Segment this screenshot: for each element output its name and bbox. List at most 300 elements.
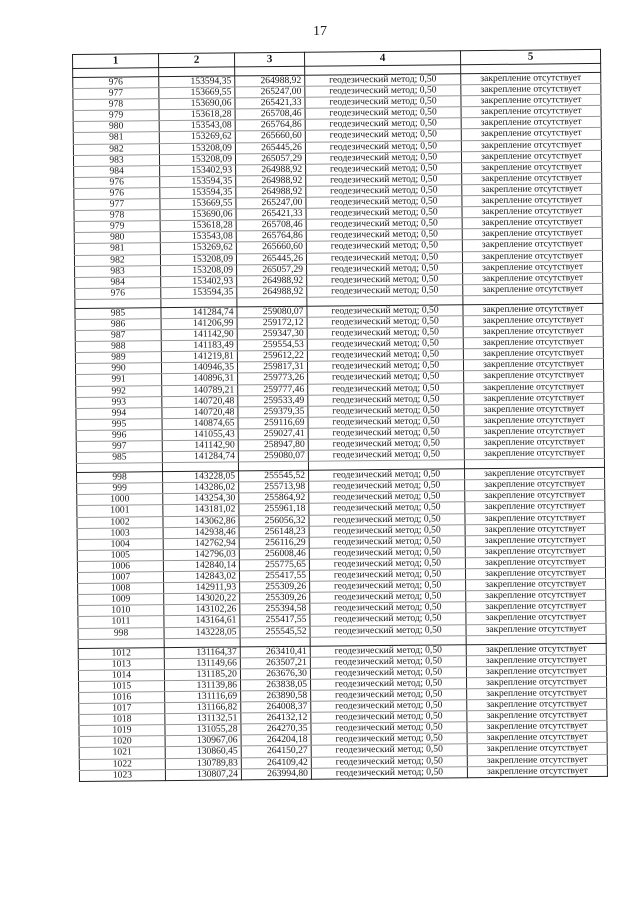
x-coordinate-cell: 140720,48 — [162, 396, 238, 408]
y-coordinate-cell: 259080,07 — [237, 306, 307, 318]
fixing-description-cell: закрепление отсутствует — [463, 359, 603, 371]
x-coordinate-cell: 131185,20 — [164, 669, 240, 681]
fixing-description-cell: закрепление отсутствует — [462, 250, 602, 262]
method-accuracy-cell: геодезический метод; 0,50 — [308, 393, 464, 406]
fixing-description-cell: закрепление отсутствует — [465, 567, 605, 579]
x-coordinate-cell: 143286,02 — [163, 482, 239, 494]
point-number-cell: 1019 — [79, 725, 165, 737]
y-coordinate-cell: 264988,92 — [235, 75, 305, 87]
fixing-description-cell: закрепление отсутствует — [465, 523, 605, 535]
y-coordinate-cell: 255864,92 — [239, 493, 309, 505]
y-coordinate-cell: 255713,98 — [239, 482, 309, 494]
method-accuracy-cell: геодезический метод; 0,50 — [311, 755, 467, 768]
x-coordinate-cell: 153669,55 — [159, 87, 235, 99]
y-coordinate-cell: 255309,26 — [240, 581, 310, 593]
method-accuracy-cell: геодезический метод; 0,50 — [309, 535, 465, 548]
x-coordinate-cell: 140789,21 — [162, 384, 238, 396]
x-coordinate-cell: 153690,06 — [160, 209, 236, 221]
point-number-cell: 1003 — [77, 527, 163, 539]
point-number-cell: 1007 — [77, 572, 163, 584]
point-number-cell: 976 — [74, 188, 160, 200]
fixing-description-cell: закрепление отсутствует — [465, 556, 605, 568]
fixing-description-cell: закрепление отсутствует — [462, 161, 602, 173]
x-coordinate-cell: 153208,09 — [160, 253, 236, 265]
x-coordinate-cell: 140896,31 — [162, 373, 238, 385]
fixing-description-cell: закрепление отсутствует — [464, 392, 604, 404]
fixing-description-cell: закрепление отсутствует — [464, 414, 604, 426]
x-coordinate-cell: 153208,09 — [159, 142, 235, 154]
fixing-description-cell: закрепление отсутствует — [463, 348, 603, 360]
x-coordinate-cell: 153618,28 — [159, 109, 235, 121]
point-number-cell: 1015 — [79, 681, 165, 693]
point-number-cell: 1012 — [78, 647, 164, 659]
point-number-cell: 1023 — [79, 769, 165, 781]
x-coordinate-cell: 141055,43 — [162, 429, 238, 441]
point-number-cell: 978 — [74, 210, 160, 222]
method-accuracy-cell: геодезический метод; 0,50 — [309, 480, 465, 493]
x-coordinate-cell: 141284,74 — [162, 451, 238, 463]
point-number-cell: 993 — [76, 396, 162, 408]
fixing-description-cell: закрепление отсутствует — [464, 425, 604, 437]
x-coordinate-cell: 142911,93 — [164, 582, 240, 594]
point-number-cell: 995 — [76, 418, 162, 430]
method-accuracy-cell: геодезический метод; 0,50 — [307, 360, 463, 373]
point-number-cell: 984 — [75, 276, 161, 288]
method-accuracy-cell: геодезический метод; 0,50 — [309, 524, 465, 537]
y-coordinate-cell: 265247,00 — [236, 197, 306, 209]
x-coordinate-cell: 143181,02 — [163, 504, 239, 516]
method-accuracy-cell: геодезический метод; 0,50 — [306, 185, 462, 198]
method-accuracy-cell: геодезический метод; 0,50 — [311, 711, 467, 724]
point-number-cell: 999 — [77, 483, 163, 495]
fixing-description-cell: закрепление отсутствует — [466, 590, 606, 602]
fixing-description-cell: закрепление отсутствует — [464, 370, 604, 382]
x-coordinate-cell: 153543,08 — [160, 231, 236, 243]
method-accuracy-cell: геодезический метод; 0,50 — [307, 285, 463, 298]
y-coordinate-cell: 259533,49 — [238, 395, 308, 407]
y-coordinate-cell: 264109,42 — [241, 757, 311, 769]
coordinates-table-container — [72, 49, 607, 782]
x-coordinate-cell: 153690,06 — [159, 98, 235, 110]
x-coordinate-cell: 141206,99 — [161, 318, 237, 330]
fixing-description-cell: закрепление отсутствует — [466, 665, 606, 677]
point-number-cell: 998 — [78, 627, 164, 639]
fixing-description-cell: закрепление отсутствует — [466, 601, 606, 613]
x-coordinate-cell: 142938,46 — [163, 527, 239, 539]
fixing-description-cell: закрепление отсутствует — [462, 239, 602, 251]
fixing-description-cell: закрепление отсутствует — [462, 206, 602, 218]
x-coordinate-cell: 153594,35 — [161, 287, 237, 299]
y-coordinate-cell: 259612,22 — [237, 351, 307, 363]
method-accuracy-cell: геодезический метод; 0,50 — [305, 74, 461, 87]
y-coordinate-cell: 259347,30 — [237, 328, 307, 340]
method-accuracy-cell: геодезический метод; 0,50 — [311, 766, 467, 779]
fixing-description-cell: закрепление отсутствует — [461, 117, 601, 129]
point-number-cell: 1021 — [79, 747, 165, 759]
method-accuracy-cell: геодезический метод; 0,50 — [311, 744, 467, 757]
fixing-description-cell: закрепление отсутствует — [465, 512, 605, 524]
fixing-description-cell: закрепление отсутствует — [463, 337, 603, 349]
y-coordinate-cell: 264132,12 — [241, 712, 311, 724]
point-number-cell: 985 — [76, 452, 162, 464]
method-accuracy-cell: геодезический метод; 0,50 — [307, 338, 463, 351]
method-accuracy-cell: геодезический метод; 0,50 — [309, 547, 465, 560]
point-number-cell: 976 — [75, 287, 161, 299]
y-coordinate-cell: 258947,80 — [238, 439, 308, 451]
y-coordinate-cell: 263507,21 — [240, 657, 310, 669]
y-coordinate-cell: 259554,53 — [237, 339, 307, 351]
x-coordinate-cell: 142840,14 — [163, 560, 239, 572]
x-coordinate-cell: 153208,09 — [159, 154, 235, 166]
y-coordinate-cell: 255417,55 — [240, 615, 310, 627]
fixing-description-cell: закрепление отсутствует — [466, 579, 606, 591]
y-coordinate-cell: 263890,58 — [241, 690, 311, 702]
x-coordinate-cell: 153594,35 — [160, 176, 236, 188]
fixing-description-cell: закрепление отсутствует — [461, 128, 601, 140]
x-coordinate-cell: 153669,55 — [160, 198, 236, 210]
y-coordinate-cell: 264988,92 — [236, 175, 306, 187]
method-accuracy-cell: геодезический метод; 0,50 — [308, 438, 464, 451]
x-coordinate-cell: 143228,05 — [164, 626, 240, 638]
point-number-cell: 1001 — [77, 505, 163, 517]
method-accuracy-cell: геодезический метод; 0,50 — [309, 513, 465, 526]
x-coordinate-cell: 131139,86 — [165, 680, 241, 692]
y-coordinate-cell: 259773,26 — [238, 373, 308, 385]
point-number-cell: 1010 — [78, 605, 164, 617]
method-accuracy-cell: геодезический метод; 0,50 — [310, 644, 466, 657]
method-accuracy-cell: геодезический метод; 0,50 — [310, 580, 466, 593]
method-accuracy-cell: геодезический метод; 0,50 — [308, 416, 464, 429]
fixing-description-cell: закрепление отсутствует — [465, 545, 605, 557]
y-coordinate-cell: 256148,23 — [239, 526, 309, 538]
fixing-description-cell: закрепление отсутствует — [467, 687, 607, 699]
point-number-cell: 977 — [74, 199, 160, 211]
point-number-cell: 986 — [75, 319, 161, 331]
point-number-cell: 979 — [73, 110, 159, 122]
fixing-description-cell: закрепление отсутствует — [467, 732, 607, 744]
point-number-cell: 983 — [73, 154, 159, 166]
fixing-description-cell: закрепление отсутствует — [461, 150, 601, 162]
y-coordinate-cell: 255309,26 — [240, 592, 310, 604]
point-number-cell: 1020 — [79, 736, 165, 748]
x-coordinate-cell: 153543,08 — [159, 120, 235, 132]
point-number-cell: 1016 — [79, 692, 165, 704]
y-coordinate-cell: 265660,60 — [236, 242, 306, 254]
y-coordinate-cell: 259080,07 — [238, 450, 308, 462]
y-coordinate-cell: 255775,65 — [239, 559, 309, 571]
method-accuracy-cell: геодезический метод; 0,50 — [308, 382, 464, 395]
x-coordinate-cell: 140874,65 — [162, 418, 238, 430]
y-coordinate-cell: 263410,41 — [240, 646, 310, 658]
point-number-cell: 994 — [76, 407, 162, 419]
header-col-5: 5 — [460, 49, 600, 64]
fixing-description-cell: закрепление отсутствует — [466, 654, 606, 666]
method-accuracy-cell: геодезический метод; 0,50 — [306, 196, 462, 209]
method-accuracy-cell: геодезический метод; 0,50 — [309, 491, 465, 504]
x-coordinate-cell: 142843,02 — [163, 571, 239, 583]
point-number-cell: 976 — [74, 177, 160, 189]
point-number-cell: 984 — [74, 165, 160, 177]
fixing-description-cell: закрепление отсутствует — [462, 172, 602, 184]
method-accuracy-cell: геодезический метод; 0,50 — [310, 624, 466, 637]
y-coordinate-cell: 264988,92 — [237, 286, 307, 298]
coordinates-table — [72, 49, 608, 782]
y-coordinate-cell: 265421,33 — [235, 97, 305, 109]
point-number-cell: 991 — [76, 374, 162, 386]
point-number-cell: 977 — [73, 88, 159, 100]
method-accuracy-cell: геодезический метод; 0,50 — [305, 107, 461, 120]
point-number-cell: 1011 — [78, 616, 164, 628]
header-col-1: 1 — [73, 54, 159, 69]
x-coordinate-cell: 143062,86 — [163, 515, 239, 527]
method-accuracy-cell: геодезический метод; 0,50 — [311, 689, 467, 702]
fixing-description-cell: закрепление отсутствует — [461, 139, 601, 151]
point-number-cell: 976 — [73, 77, 159, 89]
fixing-description-cell: закрепление отсутствует — [466, 643, 606, 655]
y-coordinate-cell: 255545,52 — [240, 626, 310, 638]
header-col-4: 4 — [304, 51, 460, 66]
x-coordinate-cell: 131116,69 — [165, 691, 241, 703]
method-accuracy-cell: геодезический метод; 0,50 — [307, 273, 463, 286]
x-coordinate-cell: 153594,35 — [160, 187, 236, 199]
method-accuracy-cell: геодезический метод; 0,50 — [310, 591, 466, 604]
x-coordinate-cell: 142796,03 — [163, 549, 239, 561]
method-accuracy-cell: геодезический метод; 0,50 — [305, 96, 461, 109]
point-number-cell: 1017 — [79, 703, 165, 715]
method-accuracy-cell: геодезический метод; 0,50 — [309, 558, 465, 571]
point-number-cell: 1018 — [79, 714, 165, 726]
fixing-description-cell: закрепление отсутствует — [465, 479, 605, 491]
x-coordinate-cell: 140946,35 — [161, 362, 237, 374]
point-number-cell: 983 — [75, 265, 161, 277]
y-coordinate-cell: 265445,26 — [235, 142, 305, 154]
point-number-cell: 980 — [73, 121, 159, 133]
fixing-description-cell: закрепление отсутствует — [467, 698, 607, 710]
fixing-description-cell: закрепление отсутствует — [462, 183, 602, 195]
fixing-description-cell: закрепление отсутствует — [461, 72, 601, 84]
y-coordinate-cell: 265764,86 — [235, 120, 305, 132]
y-coordinate-cell: 265708,46 — [236, 219, 306, 231]
fixing-description-cell: закрепление отсутствует — [467, 743, 607, 755]
point-number-cell: 1002 — [77, 516, 163, 528]
method-accuracy-cell: геодезический метод; 0,50 — [311, 678, 467, 691]
fixing-description-cell: закрепление отсутствует — [465, 501, 605, 513]
point-number-cell: 1006 — [77, 561, 163, 573]
x-coordinate-cell: 153618,28 — [160, 220, 236, 232]
y-coordinate-cell: 259027,41 — [238, 428, 308, 440]
fixing-description-cell: закрепление отсутствует — [465, 468, 605, 480]
x-coordinate-cell: 153594,35 — [159, 76, 235, 88]
method-accuracy-cell: геодезический метод; 0,50 — [305, 118, 461, 131]
method-accuracy-cell: геодезический метод; 0,50 — [309, 469, 465, 482]
point-number-cell: 981 — [73, 132, 159, 144]
y-coordinate-cell: 265445,26 — [236, 253, 306, 265]
fixing-description-cell: закрепление отсутствует — [461, 106, 601, 118]
point-number-cell: 1009 — [78, 594, 164, 606]
x-coordinate-cell: 131164,37 — [164, 647, 240, 659]
point-number-cell: 987 — [75, 330, 161, 342]
y-coordinate-cell: 264988,92 — [236, 164, 306, 176]
method-accuracy-cell: геодезический метод; 0,50 — [311, 733, 467, 746]
point-number-cell: 997 — [76, 441, 162, 453]
x-coordinate-cell: 141142,90 — [161, 329, 237, 341]
method-accuracy-cell: геодезический метод; 0,50 — [306, 240, 462, 253]
fixing-description-cell: закрепление отсутствует — [467, 710, 607, 722]
method-accuracy-cell: геодезический метод; 0,50 — [311, 700, 467, 713]
x-coordinate-cell: 131149,66 — [164, 658, 240, 670]
fixing-description-cell: закрепление отсутствует — [464, 436, 604, 448]
point-number-cell: 1004 — [77, 538, 163, 550]
method-accuracy-cell: геодезический метод; 0,50 — [311, 722, 467, 735]
y-coordinate-cell: 256008,46 — [239, 548, 309, 560]
point-number-cell: 998 — [77, 472, 163, 484]
x-coordinate-cell: 130860,45 — [165, 746, 241, 758]
table-body — [73, 63, 608, 781]
fixing-description-cell: закрепление отсутствует — [463, 283, 603, 295]
fixing-description-cell: закрепление отсутствует — [463, 272, 603, 284]
method-accuracy-cell: геодезический метод; 0,50 — [307, 316, 463, 329]
fixing-description-cell: закрепление отсутствует — [464, 403, 604, 415]
y-coordinate-cell: 265708,46 — [235, 109, 305, 121]
fixing-description-cell: закрепление отсутствует — [461, 84, 601, 96]
fixing-description-cell: закрепление отсутствует — [467, 721, 607, 733]
point-number-cell: 979 — [74, 221, 160, 233]
point-number-cell: 980 — [74, 232, 160, 244]
y-coordinate-cell: 255961,18 — [239, 504, 309, 516]
method-accuracy-cell: геодезический метод; 0,50 — [310, 655, 466, 668]
x-coordinate-cell: 131166,82 — [165, 702, 241, 714]
method-accuracy-cell: геодезический метод; 0,50 — [305, 151, 461, 164]
header-col-2: 2 — [159, 53, 235, 68]
method-accuracy-cell: геодезический метод; 0,50 — [308, 427, 464, 440]
x-coordinate-cell: 130789,83 — [165, 757, 241, 769]
y-coordinate-cell: 264204,18 — [241, 735, 311, 747]
point-number-cell: 988 — [75, 341, 161, 353]
method-accuracy-cell: геодезический метод; 0,50 — [308, 371, 464, 384]
method-accuracy-cell: геодезический метод; 0,50 — [306, 218, 462, 231]
y-coordinate-cell: 255545,52 — [239, 470, 309, 482]
x-coordinate-cell: 142762,94 — [163, 538, 239, 550]
fixing-description-cell: закрепление отсутствует — [465, 534, 605, 546]
point-number-cell: 996 — [76, 430, 162, 442]
point-number-cell: 1005 — [77, 549, 163, 561]
y-coordinate-cell: 265247,00 — [235, 86, 305, 98]
point-number-cell: 1000 — [77, 494, 163, 506]
method-accuracy-cell: геодезический метод; 0,50 — [305, 140, 461, 153]
fixing-description-cell: закрепление отсутствует — [462, 228, 602, 240]
fixing-description-cell: закрепление отсутствует — [462, 217, 602, 229]
y-coordinate-cell: 265057,29 — [235, 153, 305, 165]
x-coordinate-cell: 153402,93 — [160, 165, 236, 177]
method-accuracy-cell: геодезический метод; 0,50 — [310, 667, 466, 680]
method-accuracy-cell: геодезический метод; 0,50 — [306, 207, 462, 220]
y-coordinate-cell: 264008,37 — [241, 701, 311, 713]
point-number-cell: 982 — [73, 143, 159, 155]
y-coordinate-cell: 263838,05 — [241, 679, 311, 691]
point-number-cell: 982 — [74, 254, 160, 266]
fixing-description-cell: закрепление отсутствует — [463, 314, 603, 326]
fixing-description-cell: закрепление отсутствует — [466, 623, 606, 635]
method-accuracy-cell: геодезический метод; 0,50 — [309, 569, 465, 582]
x-coordinate-cell: 130807,24 — [165, 769, 241, 781]
fixing-description-cell: закрепление отсутствует — [467, 765, 607, 777]
method-accuracy-cell: геодезический метод; 0,50 — [306, 163, 462, 176]
y-coordinate-cell: 264150,27 — [241, 746, 311, 758]
x-coordinate-cell: 143164,61 — [164, 615, 240, 627]
y-coordinate-cell: 259379,35 — [238, 406, 308, 418]
point-number-cell: 1014 — [78, 669, 164, 681]
method-accuracy-cell: геодезический метод; 0,50 — [310, 602, 466, 615]
y-coordinate-cell: 256056,32 — [239, 515, 309, 527]
fixing-description-cell: закрепление отсутствует — [461, 95, 601, 107]
fixing-description-cell: закрепление отсутствует — [467, 754, 607, 766]
fixing-description-cell: закрепление отсутствует — [462, 194, 602, 206]
method-accuracy-cell: геодезический метод; 0,50 — [305, 129, 461, 142]
point-number-cell: 989 — [75, 352, 161, 364]
fixing-description-cell: закрепление отсутствует — [465, 490, 605, 502]
x-coordinate-cell: 141142,90 — [162, 440, 238, 452]
y-coordinate-cell: 263994,80 — [241, 768, 311, 780]
method-accuracy-cell: геодезический метод; 0,50 — [305, 85, 461, 98]
point-number-cell: 978 — [73, 99, 159, 111]
fixing-description-cell: закрепление отсутствует — [463, 325, 603, 337]
y-coordinate-cell: 255394,58 — [240, 604, 310, 616]
x-coordinate-cell: 130967,06 — [165, 735, 241, 747]
y-coordinate-cell: 259116,69 — [238, 417, 308, 429]
y-coordinate-cell: 265421,33 — [236, 208, 306, 220]
y-coordinate-cell: 265660,60 — [235, 131, 305, 143]
method-accuracy-cell: геодезический метод; 0,50 — [307, 327, 463, 340]
y-coordinate-cell: 259172,12 — [237, 317, 307, 329]
point-number-cell: 992 — [76, 385, 162, 397]
point-number-cell: 1008 — [78, 583, 164, 595]
point-number-cell: 1013 — [78, 658, 164, 670]
x-coordinate-cell: 153208,09 — [161, 265, 237, 277]
header-col-3: 3 — [234, 52, 304, 67]
fixing-description-cell: закрепление отсутствует — [464, 381, 604, 393]
method-accuracy-cell: геодезический метод; 0,50 — [310, 613, 466, 626]
method-accuracy-cell: геодезический метод; 0,50 — [306, 251, 462, 264]
y-coordinate-cell: 265057,29 — [237, 264, 307, 276]
method-accuracy-cell: геодезический метод; 0,50 — [308, 449, 464, 462]
x-coordinate-cell: 153269,62 — [159, 131, 235, 143]
x-coordinate-cell: 143254,30 — [163, 493, 239, 505]
fixing-description-cell: закрепление отсутствует — [463, 303, 603, 315]
point-number-cell: 981 — [74, 243, 160, 255]
x-coordinate-cell: 131055,28 — [165, 724, 241, 736]
x-coordinate-cell: 141219,81 — [161, 351, 237, 363]
fixing-description-cell: закрепление отсутствует — [463, 261, 603, 273]
x-coordinate-cell: 143228,05 — [163, 471, 239, 483]
method-accuracy-cell: геодезический метод; 0,50 — [307, 262, 463, 275]
y-coordinate-cell: 255417,55 — [239, 570, 309, 582]
x-coordinate-cell: 140720,48 — [162, 407, 238, 419]
y-coordinate-cell: 256116,29 — [239, 537, 309, 549]
fixing-description-cell: закрепление отсутствует — [467, 676, 607, 688]
x-coordinate-cell: 143102,26 — [164, 604, 240, 616]
fixing-description-cell: закрепление отсутствует — [466, 612, 606, 624]
y-coordinate-cell: 264988,92 — [237, 275, 307, 287]
fixing-description-cell: закрепление отсутствует — [464, 448, 604, 460]
point-number-cell: 990 — [75, 363, 161, 375]
method-accuracy-cell: геодезический метод; 0,50 — [307, 349, 463, 362]
x-coordinate-cell: 131132,51 — [165, 713, 241, 725]
point-number-cell: 985 — [75, 308, 161, 320]
x-coordinate-cell: 153269,62 — [160, 242, 236, 254]
x-coordinate-cell: 143020,22 — [164, 593, 240, 605]
x-coordinate-cell: 141183,49 — [161, 340, 237, 352]
method-accuracy-cell: геодезический метод; 0,50 — [307, 305, 463, 318]
